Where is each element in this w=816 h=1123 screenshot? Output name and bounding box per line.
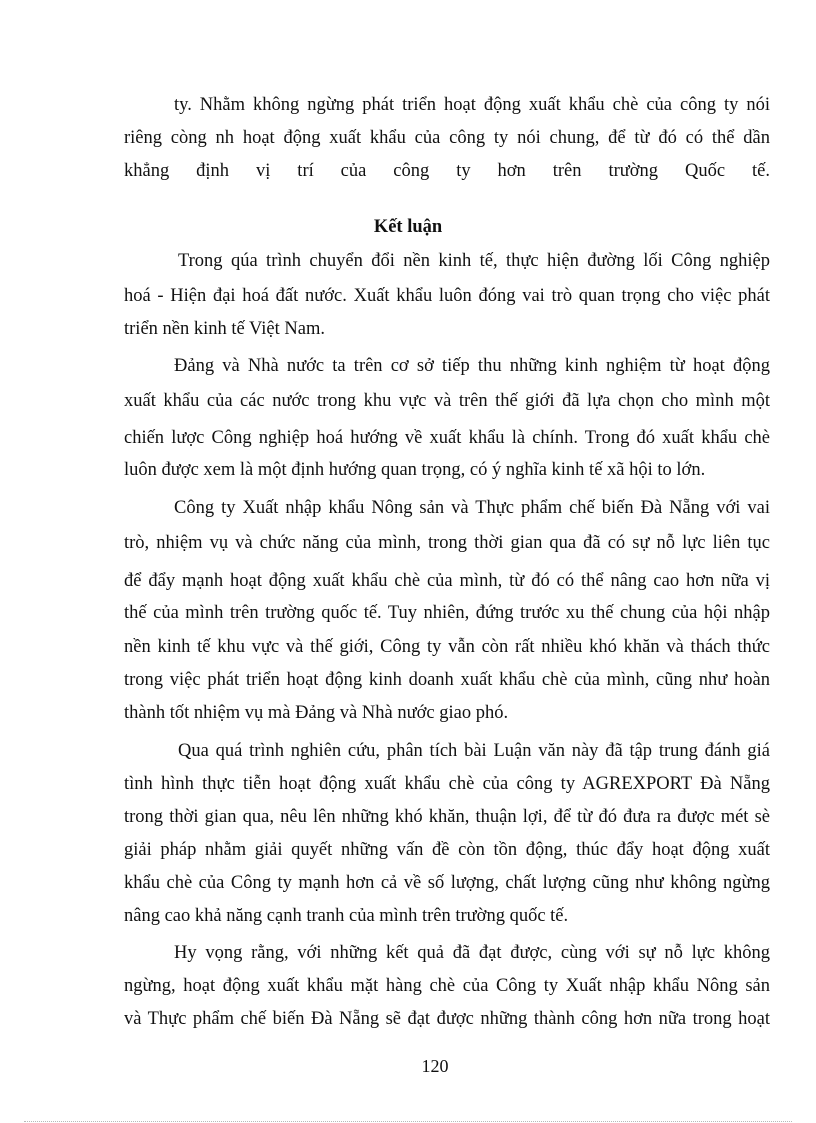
paragraph-4-line-2: tình hình thực tiễn hoạt động xuất khẩu chè của công ty AGREXPORT Đà Nẵng	[124, 774, 770, 794]
paragraph-2-line-2: xuất khẩu của các nước trong khu vực và trên thế giới đã lựa chọn cho mình một	[124, 391, 770, 411]
paragraph-3-line-3: để đẩy mạnh hoạt động xuất khẩu chè của mình, từ đó có thể nâng cao hơn nữa vị	[124, 571, 770, 591]
paragraph-4-line-3: trong thời gian qua, nêu lên những khó khăn, thuận lợi, để từ đó đưa ra được mét sè	[124, 807, 770, 827]
paragraph-1-line-2: hoá - Hiện đại hoá đất nước. Xuất khẩu luôn đóng vai trò quan trọng cho việc phát	[124, 286, 770, 306]
paragraph-3-line-2: trò, nhiệm vụ và chức năng của mình, trong thời gian qua đã có sự nỗ lực liên tục	[124, 533, 770, 553]
intro-line-3: khẳng định vị trí của công ty hơn trên trường Quốc tế.	[124, 161, 770, 181]
paragraph-1-line-1: Trong qúa trình chuyển đổi nền kinh tế, thực hiện đường lối Công nghiệp	[178, 251, 770, 271]
paragraph-5-line-2: ngừng, hoạt động xuất khẩu mặt hàng chè của Công ty Xuất nhập khẩu Nông sản	[124, 976, 770, 996]
intro-line-1: ty. Nhằm không ngừng phát triển hoạt động xuất khẩu chè của công ty nói	[174, 95, 770, 115]
paragraph-4-line-4: giải pháp nhằm giải quyết những vấn đề còn tồn động, thúc đẩy hoạt động xuất	[124, 840, 770, 860]
paragraph-3-line-6: trong việc phát triển hoạt động kinh doanh xuất khẩu chè của mình, cũng như hoàn	[124, 670, 770, 690]
paragraph-3-line-7: thành tốt nhiệm vụ mà Đảng và Nhà nước giao phó.	[124, 703, 509, 723]
paragraph-2-line-1: Đảng và Nhà nước ta trên cơ sở tiếp thu những kinh nghiệm từ hoạt động	[174, 356, 770, 376]
page-bottom-divider	[24, 1121, 792, 1122]
paragraph-1-line-3: triển nền kinh tế Việt Nam.	[124, 319, 325, 339]
section-heading: Kết luận	[373, 217, 443, 237]
paragraph-5-line-3: và Thực phẩm chế biến Đà Nẵng sẽ đạt được những thành công hơn nữa trong hoạt	[124, 1009, 770, 1029]
paragraph-3-line-4: thế của mình trên trường quốc tế. Tuy nhiên, đứng trước xu thế chung của hội nhập	[124, 603, 770, 623]
page-number: 120	[421, 1056, 449, 1076]
paragraph-4-line-6: nâng cao khả năng cạnh tranh của mình trên trường quốc tế.	[124, 906, 569, 926]
paragraph-3-line-5: nền kinh tế khu vực và thế giới, Công ty vẫn còn rất nhiều khó khăn và thách thức	[124, 637, 770, 657]
paragraph-3-line-1: Công ty Xuất nhập khẩu Nông sản và Thực phẩm chế biến Đà Nẵng với vai	[174, 498, 770, 518]
paragraph-4-line-1: Qua quá trình nghiên cứu, phân tích bài Luận văn này đã tập trung đánh giá	[178, 741, 770, 761]
paragraph-2-line-3: chiến lược Công nghiệp hoá hướng về xuất khẩu là chính. Trong đó xuất khẩu chè	[124, 428, 770, 448]
paragraph-5-line-1: Hy vọng rằng, với những kết quả đã đạt được, cùng với sự nỗ lực không	[174, 943, 770, 963]
paragraph-2-line-4: luôn được xem là một định hướng quan trọng, có ý nghĩa kinh tế xã hội to lớn.	[124, 460, 706, 480]
paragraph-4-line-5: khẩu chè của Công ty mạnh hơn cả về số lượng, chất lượng cũng như không ngừng	[124, 873, 770, 893]
intro-line-2: riêng còng nh hoạt động xuất khẩu của công ty nói chung, để từ đó có thể dần	[124, 128, 770, 148]
